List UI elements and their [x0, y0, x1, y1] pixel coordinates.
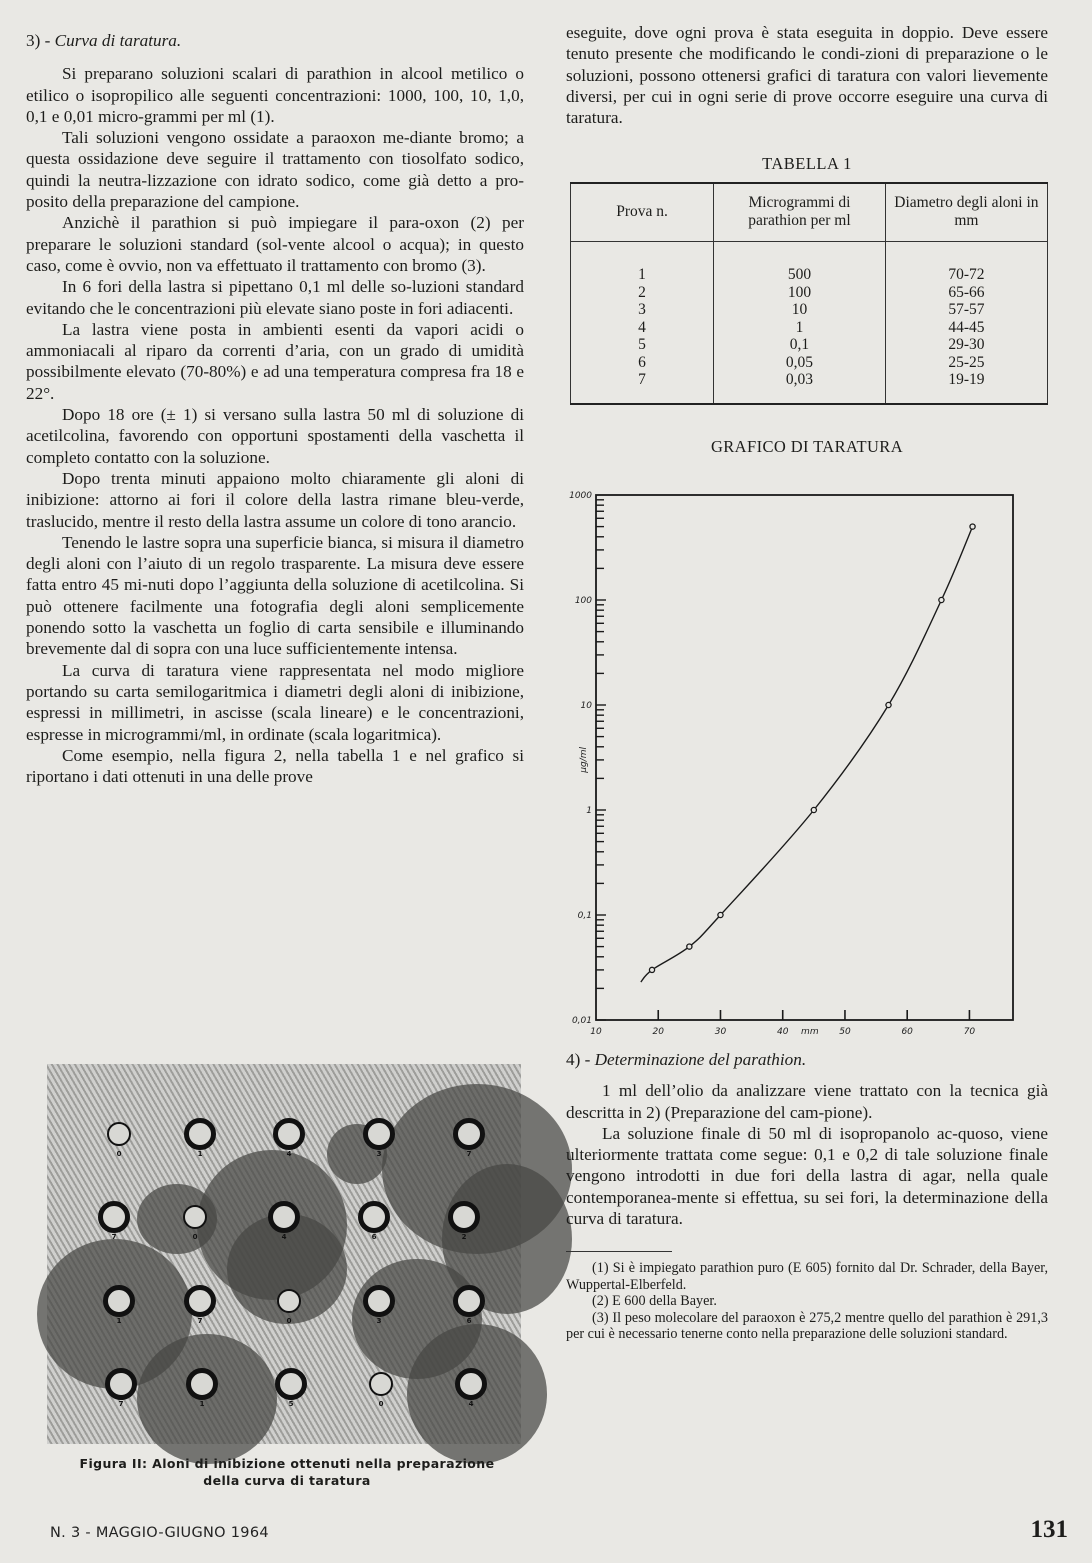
well-label: 5 [288, 1400, 294, 1408]
x-axis-label: mm [801, 1026, 819, 1037]
x-tick-label: 30 [714, 1026, 727, 1037]
header-diameter: Diametro degli aloni in mm [885, 183, 1047, 242]
y-tick-label: 10 [580, 700, 592, 711]
table-row [571, 284, 1048, 302]
data-point [970, 524, 975, 529]
left-body-text [26, 63, 524, 787]
section-3-title [26, 30, 524, 51]
figure-caption [44, 1455, 530, 1489]
agar-well [277, 1289, 301, 1313]
footnote-1: (1) Si è impiegato parathion puro (E 605) fornito dal Dr. Schrader, della Bayer, Wuppertal-Elberfeld. [566, 1260, 1048, 1293]
inhibition-halos-photo [47, 1064, 521, 1444]
agar-well [358, 1201, 390, 1233]
table-row [571, 354, 1048, 372]
cell-diameter: 57-57 [885, 301, 1047, 319]
cell-diameter: 44-45 [885, 319, 1047, 337]
well-label: 2 [461, 1233, 467, 1241]
footnote-2: (2) E 600 della Bayer. [592, 1293, 717, 1310]
well-label: 4 [468, 1400, 474, 1408]
cell-prova: 6 [571, 354, 714, 372]
agar-well [363, 1118, 395, 1150]
figure-caption-line-1: Figura II: Aloni di inibizione ottenuti nella preparazione [79, 1456, 495, 1471]
section-3-number: 3) - [26, 31, 51, 50]
agar-well [103, 1285, 135, 1317]
well-label: 6 [371, 1233, 377, 1241]
well-label: 4 [286, 1150, 292, 1158]
cell-diameter: 65-66 [885, 284, 1047, 302]
x-tick-label: 60 [901, 1026, 913, 1037]
calibration-curve [641, 527, 973, 982]
well-label: 1 [197, 1150, 203, 1158]
left-paragraph-7: Dopo trenta minuti appaiono molto chiaramente gli aloni di inibizione: attorno ai fori il colore della lastra rimane bleu-verde, traslucido, mentre il resto della lastra assume un colore di tono arancio. [26, 468, 524, 531]
footnote-divider [566, 1251, 672, 1252]
cell-prova: 5 [571, 336, 714, 354]
agar-well [453, 1118, 485, 1150]
cell-prova: 1 [571, 242, 714, 284]
plot-frame [596, 495, 1013, 1020]
section-4-heading: Determinazione del parathion. [594, 1049, 807, 1069]
cell-prova: 2 [571, 284, 714, 302]
agar-well [105, 1368, 137, 1400]
left-paragraph-5: La lastra viene posta in ambienti esenti da vapori acidi o ammoniacali al riparo da correnti d’aria, con un grado di umidità possibilmente elevato (70-80%) e ad una temperatura compresa fra 18 e 22°. [26, 319, 524, 403]
left-paragraph-2: Tali soluzioni vengono ossidate a paraoxon me-diante bromo; a questa ossidazione deve seguire il trattamento con tiosolfato sodico, quindi la neutra-lizzazione con idrato sodico, come già detto a pro-posito della preparazione del campione. [26, 128, 524, 212]
chart-svg [558, 465, 1048, 1037]
data-point [687, 944, 692, 949]
well-label: 4 [281, 1233, 287, 1241]
header-micrograms: Microgrammi di parathion per ml [714, 183, 886, 242]
table-row [571, 371, 1048, 404]
cell-diameter: 29-30 [885, 336, 1047, 354]
footnotes [566, 1260, 1048, 1343]
well-label: 0 [116, 1150, 122, 1158]
y-tick-label: 0,01 [571, 1015, 592, 1026]
well-label: 3 [376, 1317, 382, 1325]
issue-footer: N. 3 - MAGGIO-GIUGNO 1964 [50, 1525, 269, 1541]
left-paragraph-3: Anzichè il parathion si può impiegare il para-oxon (2) per preparare le soluzioni standard (sol-vente alcool o acqua); in questo caso, come è ovvio, non va effettuato il trattamento con bromo (3). [26, 213, 524, 275]
cell-diameter: 19-19 [885, 371, 1047, 404]
left-paragraph-10: Come esempio, nella figura 2, nella tabella 1 e nel grafico si riportano i dati ottenuti in una delle prove [26, 745, 524, 787]
y-tick-label: 100 [574, 595, 592, 606]
well-label: 6 [466, 1317, 472, 1325]
agar-well [186, 1368, 218, 1400]
y-tick-label: 0,1 [577, 910, 592, 921]
cell-diameter: 25-25 [885, 354, 1047, 372]
left-paragraph-9: La curva di taratura viene rappresentata nel modo migliore portando su carta semilogaritmica i diametri degli aloni di inibizione, espressi in millimetri, in ascisse (scala lineare) e le concentrazioni, espresse in microgrammi/ml, in ordinate (scala logaritmica). [26, 660, 524, 744]
agar-well [183, 1205, 207, 1229]
table-title: TABELLA 1 [762, 154, 852, 174]
section-4-title [566, 1049, 1048, 1070]
left-paragraph-8: Tenendo le lastre sopra una superficie bianca, si misura il diametro degli aloni con l’aiuto di un regolo trasparente. La misura deve essere fatta entro 45 mi-nuti dopo l’aggiunta della soluzione di acetilcolina. Si può ottenere facilmente una fotografia degli aloni semplicemente ponendo sotto la vaschetta un foglio di carta sensibile e illuminando brevemente dal di sopra con una luce sufficientemente intensa. [26, 532, 524, 659]
x-tick-label: 70 [963, 1026, 976, 1037]
cell-micrograms: 10 [714, 301, 886, 319]
well-label: 7 [466, 1150, 472, 1158]
y-axis-label: µg/ml [579, 747, 589, 773]
data-point [811, 807, 816, 812]
x-tick-label: 10 [590, 1026, 602, 1037]
cell-diameter: 70-72 [885, 242, 1047, 284]
cell-micrograms: 0,03 [714, 371, 886, 404]
data-point [649, 967, 654, 972]
figure-caption-line-2: della curva di taratura [203, 1473, 371, 1488]
agar-well [275, 1368, 307, 1400]
left-paragraph-6: Dopo 18 ore (± 1) si versano sulla lastra 50 ml di soluzione di acetilcolina, favorendo con opportuni spostamenti della vaschetta il completo contatto con la soluzione. [26, 405, 524, 467]
page-number: 131 [1030, 1516, 1068, 1543]
well-label: 7 [197, 1317, 203, 1325]
left-paragraph-1: Si preparano soluzioni scalari di parathion in alcool metilico o etilico o isopropilico alle seguenti concentrazioni: 1000, 100, 10, 1,0, 0,1 e 0,01 micro-grammi per ml (1). [26, 64, 524, 126]
agar-well [448, 1201, 480, 1233]
header-prova: Prova n. [571, 183, 714, 242]
well-label: 1 [199, 1400, 205, 1408]
x-tick-label: 50 [839, 1026, 851, 1037]
right-column [566, 22, 1048, 1343]
data-point [718, 912, 723, 917]
section-3-heading: Curva di taratura. [54, 31, 182, 50]
agar-well [184, 1118, 216, 1150]
cell-micrograms: 1 [714, 319, 886, 337]
agar-well [273, 1118, 305, 1150]
section-4-number: 4) - [566, 1049, 591, 1069]
data-point [886, 702, 891, 707]
table-row [571, 242, 1048, 284]
agar-well [455, 1368, 487, 1400]
agar-well [453, 1285, 485, 1317]
well-label: 0 [378, 1400, 384, 1408]
agar-well [369, 1372, 393, 1396]
cell-micrograms: 100 [714, 284, 886, 302]
x-tick-label: 20 [652, 1026, 664, 1037]
table-row [571, 301, 1048, 319]
right-paragraph-2: La soluzione finale di 50 ml di isopropanolo ac-quoso, viene ulteriormente trattata come segue: 0,1 e 0,2 di tale soluzione finale vengono introdotti in due fori della lastra di agar, nella quale contemporanea-mente si effettua, su sei fori, la determinazione della curva di taratura. [566, 1123, 1048, 1229]
well-label: 0 [286, 1317, 292, 1325]
right-paragraph-1: 1 ml dell’olio da analizzare viene trattato con la tecnica già descritta in 2) (Preparazione del cam-pione). [566, 1081, 1048, 1122]
calibration-chart [558, 465, 1048, 1037]
cell-micrograms: 0,05 [714, 354, 886, 372]
cell-prova: 4 [571, 319, 714, 337]
x-tick-label: 40 [776, 1026, 789, 1037]
chart-title: GRAFICO DI TARATURA [710, 436, 904, 456]
right-body-text [566, 1080, 1048, 1229]
well-label: 0 [192, 1233, 198, 1241]
y-tick-label: 1000 [569, 490, 592, 501]
well-label: 7 [111, 1233, 117, 1241]
calibration-table [570, 182, 1048, 405]
data-point [939, 597, 944, 602]
cell-micrograms: 0,1 [714, 336, 886, 354]
agar-well [363, 1285, 395, 1317]
agar-well [98, 1201, 130, 1233]
left-paragraph-4: In 6 fori della lastra si pipettano 0,1 ml delle so-luzioni standard evitando che le concentrazioni più elevate siano poste in fori adiacenti. [26, 277, 524, 318]
table-header-row [571, 183, 1048, 242]
well-label: 3 [376, 1150, 382, 1158]
cell-prova: 7 [571, 371, 714, 404]
y-tick-label: 1 [586, 805, 592, 816]
table-row [571, 319, 1048, 337]
footnote-3: (3) Il peso molecolare del paraoxon è 275,2 mentre quello del parathion è 291,3 per cui è necessario tenerne conto nella preparazione delle soluzioni standard. [566, 1309, 1048, 1343]
well-label: 7 [118, 1400, 124, 1408]
table-row [571, 336, 1048, 354]
agar-well [184, 1285, 216, 1317]
agar-well [268, 1201, 300, 1233]
well-label: 1 [116, 1317, 122, 1325]
cell-micrograms: 500 [714, 242, 886, 284]
cell-prova: 3 [571, 301, 714, 319]
agar-well [107, 1122, 131, 1146]
intro-paragraph: eseguite, dove ogni prova è stata eseguita in doppio. Deve essere tenuto presente che modificando le condi-zioni di preparazione o le soluzioni, possono ottenersi grafici di taratura con valori lievemente diversi, per cui in ogni serie di prove occorre eseguire una curva di taratura. [566, 23, 1048, 128]
left-column [26, 30, 524, 787]
